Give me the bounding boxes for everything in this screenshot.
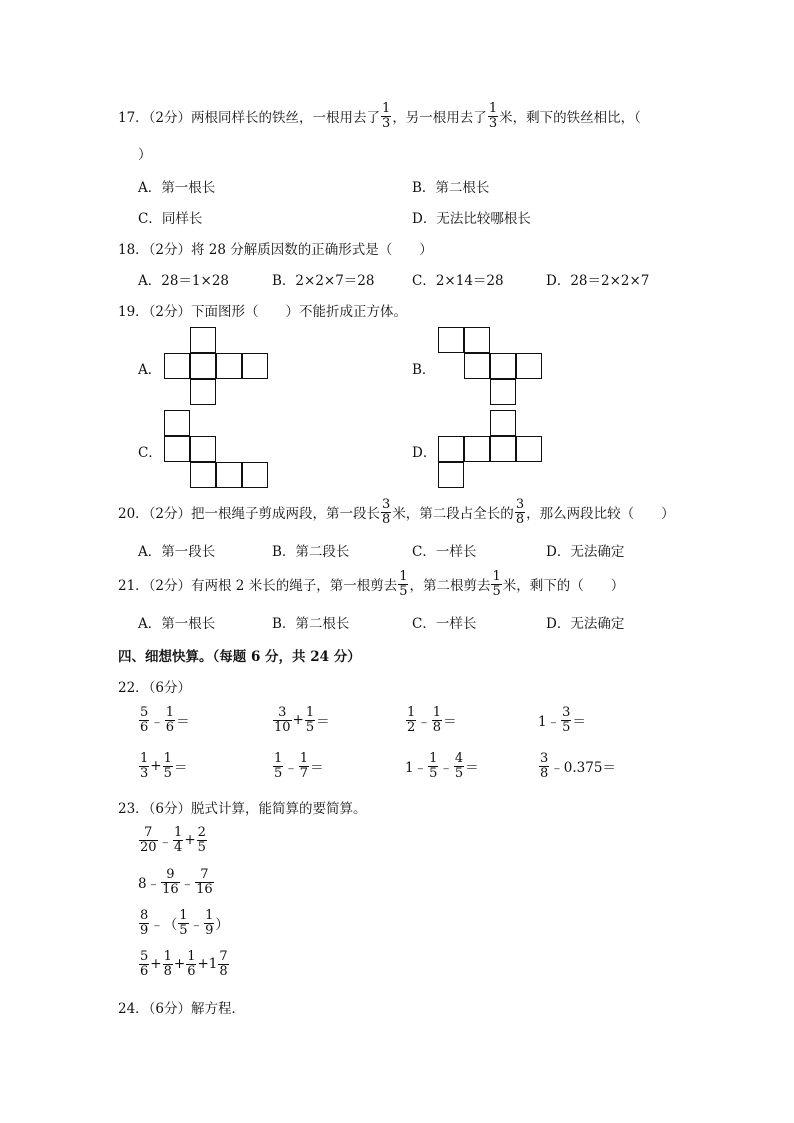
q18-option-d: D．28＝2×2×7 — [546, 273, 650, 289]
question-24: 24．（6分）解方程． — [118, 1001, 246, 1017]
q20-option-a: A．第一段长 — [138, 544, 216, 560]
q20-prefix: 20．（2分）把一根绳子剪成两段，第一段长 — [118, 506, 381, 523]
q22-expr-7: 1﹣ $\frac{1}{5}$ ﹣ $\frac{4}{5}$ ＝ — [405, 751, 479, 781]
q20-suffix: ，那么两段比较（ ） — [526, 506, 675, 523]
q20-option-c: C．一样长 — [412, 544, 477, 560]
q21-mid: ，第二根剪去 — [409, 578, 491, 595]
q22-expr-6: $\frac{1}{5}$ ﹣ $\frac{1}{7}$ ＝ — [274, 751, 324, 781]
q17-continuation: ） — [138, 147, 152, 163]
q22-expr-2: $\frac{3}{10}$ + $\frac{1}{5}$ ＝ — [274, 705, 330, 735]
q22-expr-8: $\frac{3}{8}$ ﹣0.375＝ — [540, 751, 616, 781]
q17-option-d: D．无法比较哪根长 — [412, 211, 531, 227]
q18-option-b: B．2×2×7＝28 — [272, 273, 375, 289]
q20-mid: 米，第二段占全长的 — [392, 506, 514, 523]
fraction: $\frac{1}{3}$ — [488, 101, 498, 131]
question-21 — [118, 570, 624, 598]
question-23: 23．（6分）脱式计算，能简算的要简算。 — [118, 801, 367, 817]
q17-prefix: 17．（2分）两根同样长的铁丝，一根用去了 — [118, 110, 381, 127]
fraction: $\frac{1}{5}$ — [492, 569, 501, 599]
fraction: $\frac{1}{5}$ — [399, 569, 408, 599]
q19-label-c: C． — [138, 445, 162, 461]
q21-option-b: B．第二根长 — [272, 616, 350, 632]
q21-option-a: A．第一根长 — [138, 616, 216, 632]
q19-label-b: B． — [412, 362, 436, 378]
question-19: 19．（2分）下面图形（ ）不能折成正方体。 — [118, 304, 408, 320]
q23-expr-3: $\frac{8}{9}$ ﹣（ $\frac{1}{5}$ ﹣ $\frac{1}{9}$ ） — [140, 908, 229, 938]
q17-option-b: B．第二根长 — [412, 180, 490, 196]
fraction: $\frac{3}{8}$ — [515, 497, 525, 527]
q22-expr-1: $\frac{5}{6}$ ﹣ $\frac{1}{6}$ ＝ — [140, 705, 190, 735]
q18-option-a: A．28＝1×28 — [138, 273, 230, 289]
section-heading: 四、细想快算。（每题 6 分，共 24 分） — [118, 649, 361, 665]
q21-option-d: D．无法确定 — [546, 616, 625, 632]
q19-label-d: D． — [412, 445, 437, 461]
q23-expr-4: $\frac{5}{6}$ + $\frac{1}{8}$ + $\frac{1}{6}$ +1 $\frac{7}{8}$ — [140, 949, 228, 979]
question-17 — [118, 102, 641, 130]
fraction: $\frac{1}{3}$ — [382, 101, 391, 131]
q23-expr-2: 8﹣ $\frac{9}{16}$ ﹣ $\frac{7}{16}$ — [138, 867, 213, 897]
q22-expr-3: $\frac{1}{2}$ ﹣ $\frac{1}{8}$ ＝ — [407, 705, 457, 735]
q17-option-c: C．同样长 — [138, 211, 203, 227]
question-18: 18．（2分）将 28 分解质因数的正确形式是（ ） — [118, 242, 433, 258]
q17-option-a: A．第一根长 — [138, 180, 216, 196]
q17-mid: ，另一根用去了 — [392, 110, 487, 127]
fraction: $\frac{3}{8}$ — [382, 497, 391, 527]
q21-prefix: 21．（2分）有两根 2 米长的绳子，第一根剪去 — [118, 578, 398, 595]
q19-label-a: A． — [138, 362, 162, 378]
q22-expr-5: $\frac{1}{3}$ + $\frac{1}{5}$ ＝ — [140, 751, 188, 781]
q20-option-b: B．第二段长 — [272, 544, 350, 560]
q20-option-d: D．无法确定 — [546, 544, 625, 560]
question-20 — [118, 498, 675, 526]
question-22: 22．（6分） — [118, 680, 192, 696]
q23-expr-1: $\frac{7}{20}$ ﹣ $\frac{1}{4}$ + $\frac{2}{5}$ — [140, 825, 206, 855]
q22-expr-4: 1﹣ $\frac{3}{5}$ ＝ — [538, 705, 586, 735]
q21-suffix: 米，剩下的（ ） — [502, 578, 625, 595]
q17-suffix: 米，剩下的铁丝相比，（ — [499, 110, 641, 127]
q18-option-c: C．2×14＝28 — [412, 273, 504, 289]
q21-option-c: C．一样长 — [412, 616, 477, 632]
